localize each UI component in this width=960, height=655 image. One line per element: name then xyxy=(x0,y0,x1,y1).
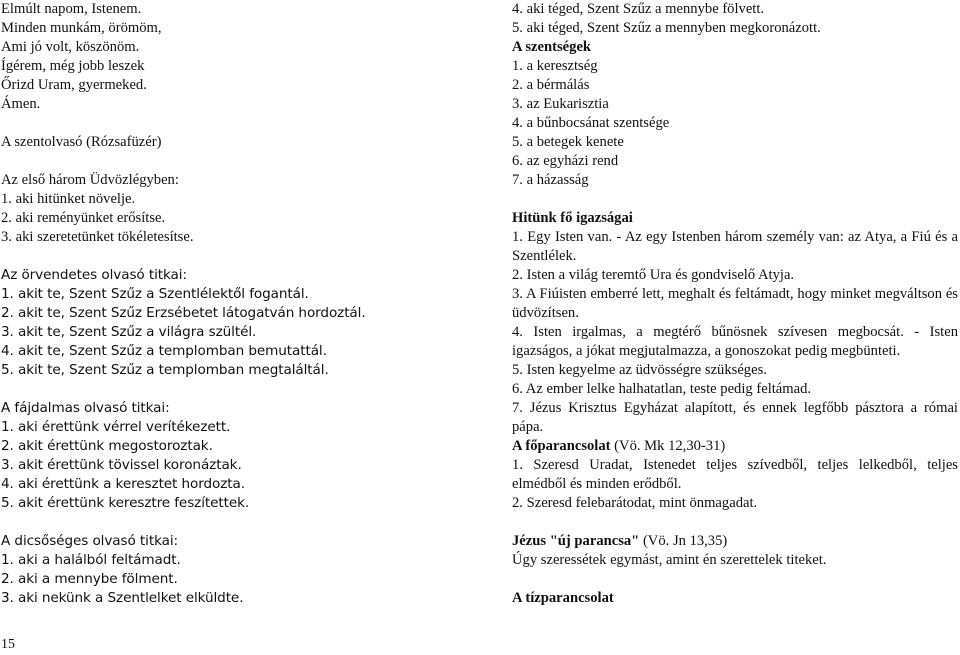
prayer-line: Ámen. xyxy=(1,96,41,112)
list-item: 6. Az ember lelke halhatatlan, teste pedig feltámad. xyxy=(512,381,812,397)
list-item: 3. akit érettünk tövissel koronáztak. xyxy=(1,457,242,473)
prayer-line: Őrizd Uram, gyermeked. xyxy=(1,77,147,93)
list-item: 1. aki érettünk vérrel verítékezett. xyxy=(1,419,231,435)
ten-commandments-heading: A tízparancsolat xyxy=(512,590,614,606)
list-item: 2. Isten a világ teremtő Ura és gondviselő Atyja. xyxy=(512,267,795,283)
list-item: 3. aki szeretetünket tökéletesítse. xyxy=(1,229,194,245)
list-item: 5. a betegek kenete xyxy=(512,134,624,150)
list-item: 3. akit te, Szent Szűz a világra szültél. xyxy=(1,324,257,340)
list-item: 1. Szeresd Uradat, Istenedet teljes szívedből, teljes lelkedből, teljes elmédből és minden erődből. xyxy=(512,457,958,492)
list-item: 4. Isten irgalmas, a megtérő bűnösnek szívesen megbocsát. - Isten igazságos, a jókat megjutalmazza, a gonoszokat pedig megbünteti. xyxy=(512,324,958,359)
prayer-line: Elmúlt napom, Istenem. xyxy=(1,1,142,17)
list-item: 1. aki a halálból feltámadt. xyxy=(1,552,181,568)
list-item: 1. Egy Isten van. - Az egy Istenben három személy van: az Atya, a Fiú és a Szentlélek. xyxy=(512,229,958,264)
list-item: 4. aki érettünk a keresztet hordozta. xyxy=(1,476,245,492)
rosary-title: A szentolvasó (Rózsafüzér) xyxy=(1,134,162,150)
list-item: 1. aki hitünket növelje. xyxy=(1,191,136,207)
list-item: 5. aki téged, Szent Szűz a mennyben megkoronázott. xyxy=(512,20,821,36)
main-commandment-section xyxy=(512,437,958,513)
left-column xyxy=(1,0,461,608)
list-item: 7. Jézus Krisztus Egyházat alapított, és ennek legfőbb pásztora a római pápa. xyxy=(512,400,958,435)
sorrowful-mysteries-section xyxy=(1,399,461,513)
prayer-line: Ami jó volt, köszönöm. xyxy=(1,39,140,55)
list-item: 2. Szeresd felebarátodat, mint önmagadat. xyxy=(512,495,758,511)
list-item: 2. akit érettünk megostoroztak. xyxy=(1,438,213,454)
list-item: 5. akit érettünk keresztre feszítettek. xyxy=(1,495,250,511)
joyful-mysteries-section xyxy=(1,266,461,380)
section-heading: Az örvendetes olvasó titkai: xyxy=(1,267,187,283)
list-item: 3. A Fiúisten emberré lett, meghalt és feltámadt, hogy minket megváltson és üdvözítsen. xyxy=(512,286,958,321)
glorious-mysteries-continued xyxy=(512,0,958,38)
list-item: 3. aki nekünk a Szentlelket elküldte. xyxy=(1,590,244,606)
sacraments-section xyxy=(512,38,958,190)
section-heading: Hitünk fő igazságai xyxy=(512,210,633,226)
first-three-section xyxy=(1,171,461,247)
section-heading: Az első három Üdvözlégyben: xyxy=(1,172,179,188)
commandment-text: Úgy szeressétek egymást, amint én szerettelek titeket. xyxy=(512,552,827,568)
section-heading: A dicsőséges olvasó titkai: xyxy=(1,533,178,549)
section-heading xyxy=(512,437,958,456)
right-column xyxy=(512,0,958,608)
page-number: 15 xyxy=(1,637,15,652)
list-item: 2. a bérmálás xyxy=(512,77,590,93)
list-item: 2. aki a mennybe fölment. xyxy=(1,571,178,587)
heading-reference: (Vö. Jn 13,35) xyxy=(639,533,728,549)
list-item: 7. a házasság xyxy=(512,172,589,188)
section-heading: A szentségek xyxy=(512,39,592,55)
truths-section xyxy=(512,209,958,437)
section-heading: A fájdalmas olvasó titkai: xyxy=(1,400,170,416)
list-item: 5. akit te, Szent Szűz a templomban megtaláltál. xyxy=(1,362,329,378)
heading-reference: (Vö. Mk 12,30-31) xyxy=(610,438,726,454)
list-item: 4. akit te, Szent Szűz a templomban bemutattál. xyxy=(1,343,327,359)
list-item: 2. aki reményünket erősítse. xyxy=(1,210,166,226)
list-item: 6. az egyházi rend xyxy=(512,153,619,169)
list-item: 1. akit te, Szent Szűz a Szentlélektől fogantál. xyxy=(1,286,309,302)
prayer-line: Ígérem, még jobb leszek xyxy=(1,58,145,74)
list-item: 4. a bűnbocsánat szentsége xyxy=(512,115,670,131)
glorious-mysteries-section xyxy=(1,532,461,608)
list-item: 1. a keresztség xyxy=(512,58,598,74)
section-heading xyxy=(512,532,958,551)
list-item: 2. akit te, Szent Szűz Erzsébetet látogatván hordoztál. xyxy=(1,305,366,321)
evening-prayer xyxy=(1,0,461,114)
heading-bold: A főparancsolat xyxy=(512,438,611,454)
list-item: 4. aki téged, Szent Szűz a mennybe fölvett. xyxy=(512,1,765,17)
list-item: 3. az Eukarisztia xyxy=(512,96,609,112)
heading-bold: Jézus "új parancsa" xyxy=(512,533,640,549)
prayer-line: Minden munkám, örömöm, xyxy=(1,20,162,36)
list-item: 5. Isten kegyelme az üdvösségre szükséges. xyxy=(512,362,767,378)
new-commandment-section xyxy=(512,532,958,570)
